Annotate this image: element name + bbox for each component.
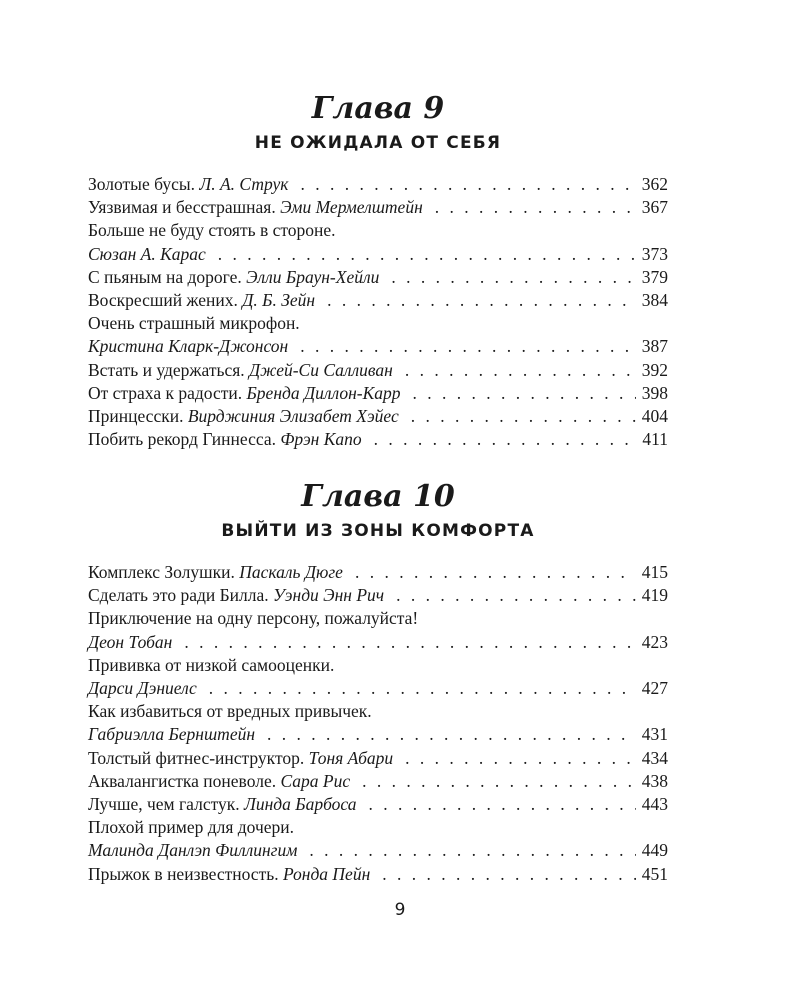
toc-entry-title: Встать и удержаться. bbox=[88, 359, 245, 380]
toc-entry-author: Бренда Диллон-Карр bbox=[246, 382, 401, 403]
chapter-9-section bbox=[88, 92, 668, 451]
toc-entry-page: 431 bbox=[641, 724, 668, 745]
toc-entry-author: Л. А. Струк bbox=[199, 174, 289, 194]
toc-entry bbox=[88, 816, 668, 862]
toc-entry-author: Элли Браун-Хейли bbox=[246, 266, 380, 287]
toc-entry-page: 443 bbox=[641, 794, 668, 815]
toc-entry-page: 404 bbox=[641, 406, 668, 427]
page-number: 9 bbox=[394, 900, 406, 920]
toc-entry-title: Побить рекорд Гиннесса. bbox=[88, 429, 276, 450]
dot-leader bbox=[405, 747, 636, 770]
dot-leader bbox=[184, 631, 635, 654]
toc-entry-page: 434 bbox=[641, 747, 668, 768]
dot-leader bbox=[368, 793, 635, 816]
toc-entry-page: 392 bbox=[641, 359, 668, 380]
toc-entry-page: 362 bbox=[641, 174, 668, 194]
toc-entry-author: Линда Барбоса bbox=[244, 794, 357, 815]
toc-entry bbox=[88, 312, 668, 358]
toc-entry-page: 387 bbox=[641, 336, 668, 357]
toc-entry-page: 398 bbox=[641, 382, 668, 403]
dot-leader bbox=[355, 561, 636, 584]
chapter-title: НЕ ОЖИДАЛА ОТ СЕБЯ bbox=[254, 133, 502, 153]
dot-leader bbox=[374, 428, 637, 451]
toc-entry bbox=[88, 266, 668, 289]
toc-entry-author: Сюзан А. Карас bbox=[88, 243, 206, 264]
dot-leader bbox=[218, 243, 636, 266]
toc-entry-title: Золотые бусы. bbox=[88, 174, 195, 194]
toc-entry-title: Аквалангистка поневоле. bbox=[88, 770, 277, 791]
dot-leader bbox=[412, 382, 635, 405]
toc-entry bbox=[88, 219, 668, 265]
dot-leader bbox=[411, 405, 636, 428]
toc-entry-title: Прыжок в неизвестность. bbox=[88, 863, 279, 884]
toc-entry-author: Джей-Си Салливан bbox=[249, 359, 393, 380]
toc-entry-author: Сара Рис bbox=[280, 770, 351, 791]
dot-leader bbox=[309, 839, 635, 862]
toc-entry-title: Плохой пример для дочери. bbox=[88, 817, 295, 838]
toc-entry-title: Больше не буду стоять в стороне. bbox=[88, 220, 336, 241]
toc-entry-page: 427 bbox=[641, 678, 668, 699]
toc-entry-author: Фрэн Капо bbox=[280, 429, 362, 450]
toc-entry-page: 367 bbox=[641, 197, 668, 218]
toc-entry-title: Комплекс Золушки. bbox=[88, 562, 235, 582]
toc-entry bbox=[88, 173, 668, 196]
toc-entry-author: Уэнди Энн Рич bbox=[273, 585, 385, 606]
toc-entry-author: Д. Б. Зейн bbox=[242, 290, 316, 311]
dot-leader bbox=[362, 770, 636, 793]
dot-leader bbox=[300, 173, 635, 196]
toc-entry bbox=[88, 289, 668, 312]
dot-leader bbox=[435, 196, 636, 219]
chapter-label: Глава 10 bbox=[301, 479, 455, 514]
toc-entry bbox=[88, 584, 668, 607]
toc-entry-page: 449 bbox=[641, 840, 668, 861]
toc-entry-author: Ронда Пейн bbox=[282, 863, 371, 884]
toc-entry bbox=[88, 654, 668, 700]
chapter-label: Глава 9 bbox=[311, 91, 445, 126]
toc-entry-list bbox=[88, 561, 668, 886]
toc-entry-author: Деон Тобан bbox=[88, 631, 173, 652]
chapter-10-section bbox=[88, 480, 668, 886]
toc-entry-title: Прививка от низкой самооценки. bbox=[88, 654, 335, 675]
toc-entry-page: 415 bbox=[641, 562, 668, 582]
toc-entry-page: 451 bbox=[641, 863, 668, 884]
toc-entry-title: Сделать это ради Билла. bbox=[88, 585, 269, 606]
toc-entry-page: 438 bbox=[641, 770, 668, 791]
dot-leader bbox=[267, 723, 636, 746]
toc-entry bbox=[88, 405, 668, 428]
toc-entry bbox=[88, 196, 668, 219]
dot-leader bbox=[382, 863, 635, 886]
toc-entry-title: Уязвимая и бесстрашная. bbox=[88, 197, 276, 218]
toc-entry-author: Габриэлла Бернштейн bbox=[88, 724, 256, 745]
toc-entry-author: Паскаль Дюге bbox=[239, 562, 343, 582]
toc-entry-list bbox=[88, 173, 668, 451]
dot-leader bbox=[391, 266, 635, 289]
toc-entry-title: Очень страшный микрофон. bbox=[88, 313, 300, 334]
toc-entry-title: Лучше, чем галстук. bbox=[88, 794, 240, 815]
toc-entry-page: 379 bbox=[641, 266, 668, 287]
toc-entry bbox=[88, 428, 668, 451]
toc-entry bbox=[88, 359, 668, 382]
toc-entry-page: 419 bbox=[641, 585, 668, 606]
toc-entry bbox=[88, 561, 668, 584]
dot-leader bbox=[300, 335, 636, 358]
toc-entry-author: Вирджиния Элизабет Хэйес bbox=[187, 406, 399, 427]
toc-entry bbox=[88, 747, 668, 770]
chapter-title: ВЫЙТИ ИЗ ЗОНЫ КОМФОРТА bbox=[221, 521, 535, 541]
toc-entry-author: Эми Мермелштейн bbox=[280, 197, 423, 218]
toc-entry bbox=[88, 793, 668, 816]
toc-entry-title: Толстый фитнес-инструктор. bbox=[88, 747, 305, 768]
toc-entry bbox=[88, 607, 668, 653]
toc-entry-author: Тоня Абари bbox=[308, 747, 394, 768]
toc-entry-title: Приключение на одну персону, пожалуйста! bbox=[88, 608, 419, 629]
toc-entry-title: Воскресший жених. bbox=[88, 290, 238, 311]
toc-entry-author: Кристина Кларк-Джонсон bbox=[88, 336, 289, 357]
dot-leader bbox=[405, 359, 636, 382]
toc-entry-page: 411 bbox=[642, 429, 668, 450]
dot-leader bbox=[396, 584, 636, 607]
toc-entry-title: С пьяным на дороге. bbox=[88, 266, 242, 287]
toc-entry bbox=[88, 382, 668, 405]
toc-entry-page: 384 bbox=[641, 290, 668, 311]
toc-entry bbox=[88, 700, 668, 746]
dot-leader bbox=[209, 677, 636, 700]
toc-entry bbox=[88, 770, 668, 793]
toc-entry-page: 423 bbox=[641, 631, 668, 652]
toc-entry-author: Малинда Данлэп Филлингим bbox=[88, 840, 298, 861]
dot-leader bbox=[327, 289, 636, 312]
toc-entry-title: Принцесски. bbox=[88, 406, 184, 427]
toc-entry-author: Дарси Дэниелс bbox=[88, 678, 197, 699]
toc-entry bbox=[88, 863, 668, 886]
toc-entry-title: От страха к радости. bbox=[88, 382, 243, 403]
toc-entry-title: Как избавиться от вредных привычек. bbox=[88, 701, 372, 722]
toc-entry-page: 373 bbox=[641, 243, 668, 264]
